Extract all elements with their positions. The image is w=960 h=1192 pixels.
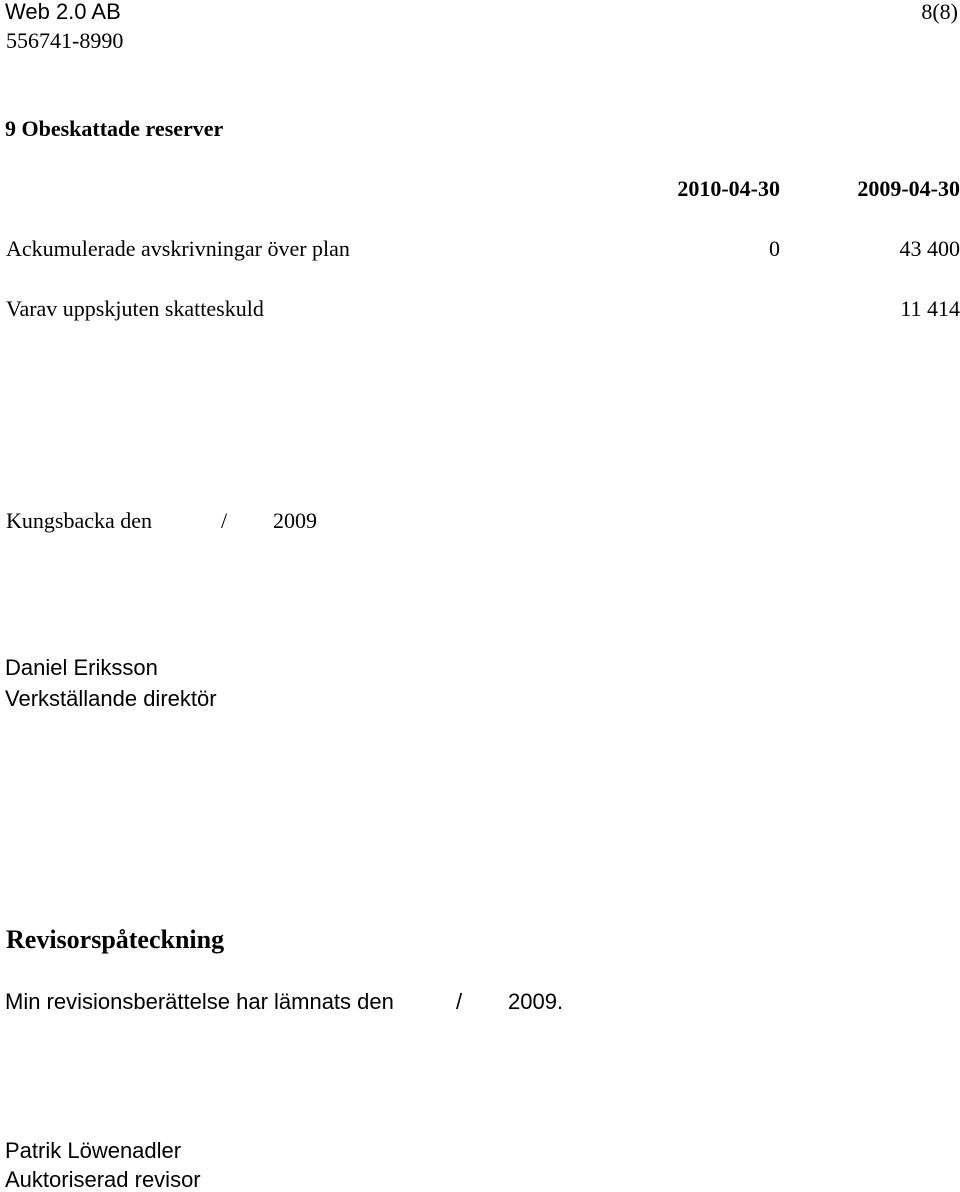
row-value-2009: 43 400 — [900, 238, 960, 260]
org-number: 556741-8990 — [6, 30, 123, 52]
row-value-2009: 11 414 — [900, 298, 960, 320]
page-number: 8(8) — [921, 1, 958, 23]
auditor-title: Auktoriserad revisor — [5, 1169, 201, 1191]
place-date-label: Kungsbacka den — [6, 510, 152, 532]
signatory-role: Verkställande direktör — [5, 688, 217, 710]
auditor-name: Patrik Löwenadler — [5, 1140, 181, 1162]
row-label: Ackumulerade avskrivningar över plan — [6, 238, 350, 260]
company-name: Web 2.0 AB — [5, 1, 121, 23]
note-title: 9 Obeskattade reserver — [5, 118, 223, 140]
row-label: Varav uppskjuten skatteskuld — [6, 298, 264, 320]
audit-date-slash: / — [456, 991, 462, 1013]
audit-date-year: 2009. — [508, 991, 563, 1013]
row-value-2010: 0 — [769, 238, 780, 260]
column-header-2010: 2010-04-30 — [677, 178, 780, 200]
column-header-2009: 2009-04-30 — [857, 178, 960, 200]
date-slash: / — [221, 510, 227, 532]
audit-statement: Min revisionsberättelse har lämnats den — [5, 991, 394, 1013]
signatory-name: Daniel Eriksson — [5, 657, 158, 679]
date-year: 2009 — [273, 510, 317, 532]
audit-heading: Revisorspåteckning — [6, 927, 224, 953]
